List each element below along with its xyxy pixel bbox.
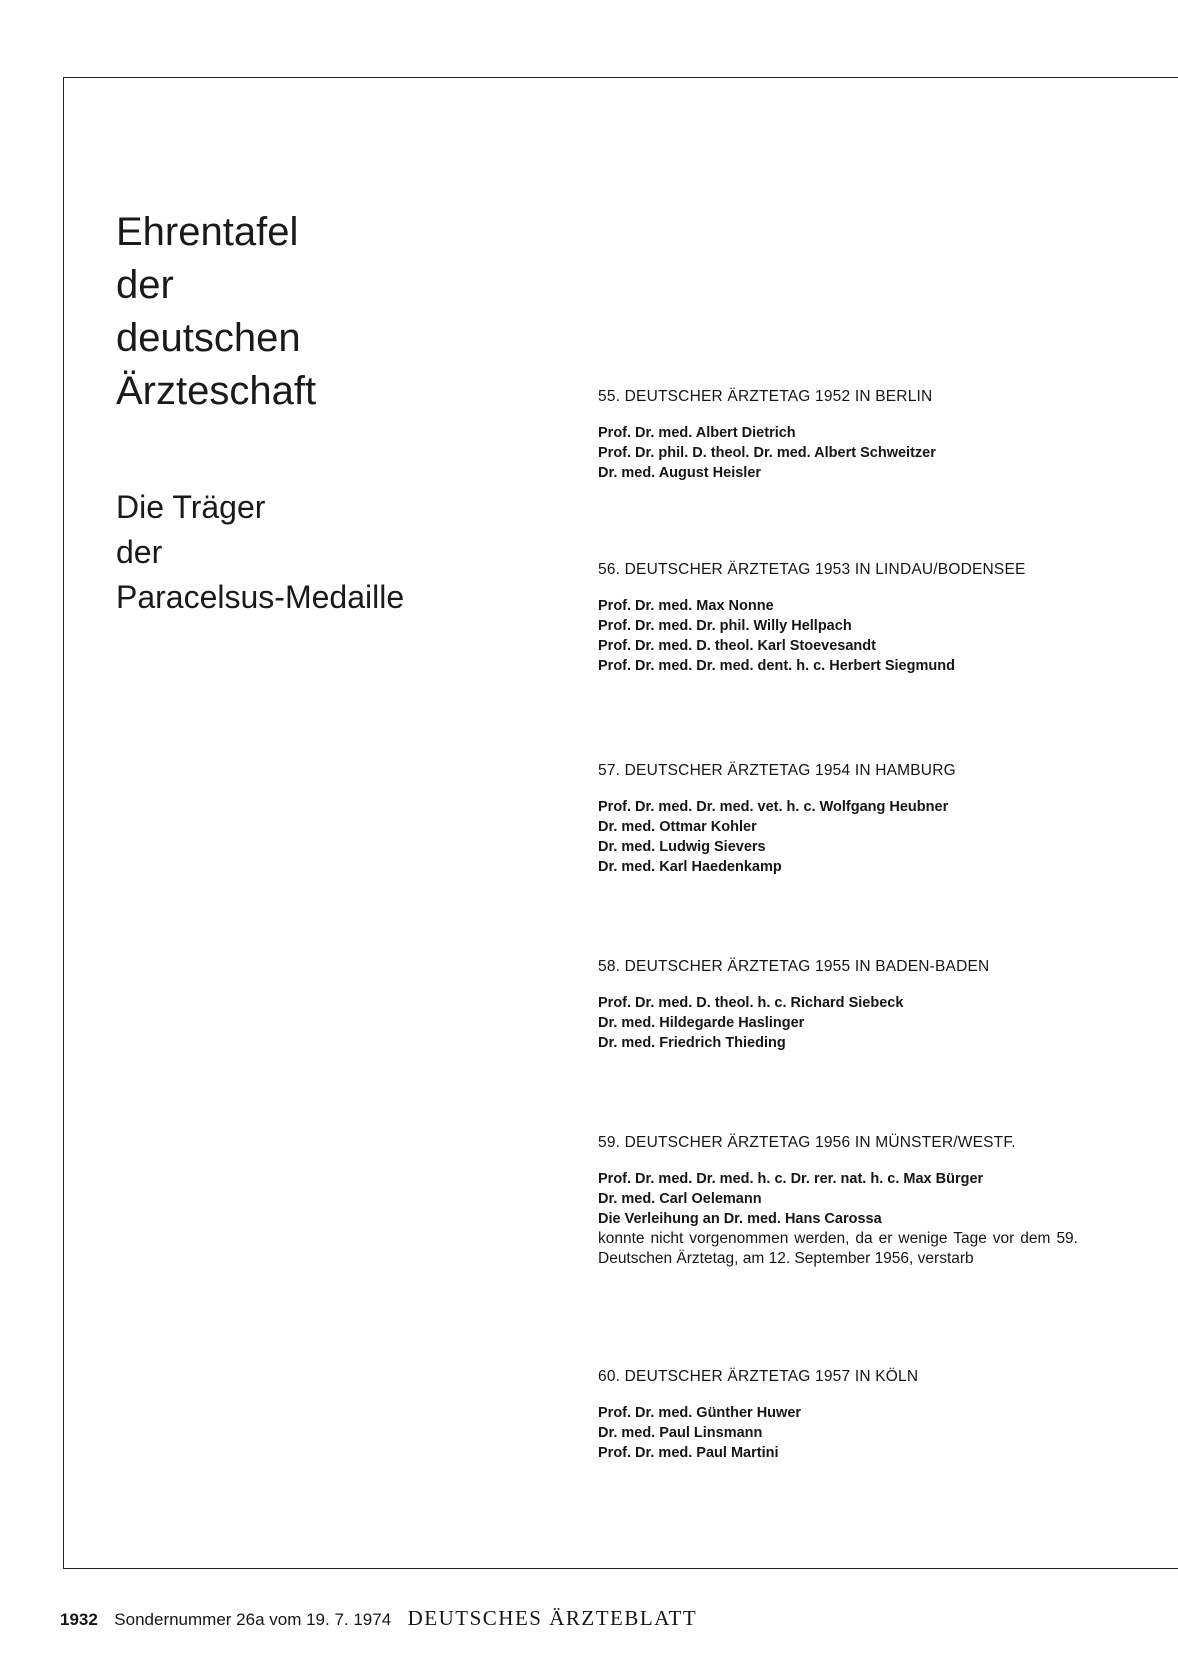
section-heading: 59. DEUTSCHER ÄRZTETAG 1956 IN MÜNSTER/WESTF. — [598, 1134, 1016, 1151]
medal-recipients-list — [598, 797, 1098, 877]
recipient-name: Dr. med. Carl Oelemann — [598, 1191, 762, 1207]
medal-recipients-list — [598, 423, 1098, 483]
recipient-name: Prof. Dr. med. Dr. phil. Willy Hellpach — [598, 618, 852, 634]
page-footer — [60, 1606, 697, 1631]
page-title — [116, 206, 316, 418]
recipient-name: Dr. med. Hildegarde Haslinger — [598, 1015, 805, 1031]
section-aerztetag-59 — [598, 1133, 1098, 1269]
medal-recipients-list — [598, 1169, 1098, 1229]
recipient-name: Prof. Dr. med. Max Nonne — [598, 598, 774, 614]
section-aerztetag-55 — [598, 387, 1098, 483]
section-aerztetag-56 — [598, 560, 1098, 676]
subtitle-line: Die Träger — [116, 489, 266, 525]
section-note: konnte nicht vorgenommen werden, da er wenige Tage vor dem 59. Deutschen Ärztetag, am 12. September 1956, verstarb — [598, 1230, 1078, 1267]
section-heading: 55. DEUTSCHER ÄRZTETAG 1952 IN BERLIN — [598, 388, 933, 405]
section-aerztetag-58 — [598, 957, 1098, 1053]
recipient-name: Prof. Dr. med. Dr. med. vet. h. c. Wolfgang Heubner — [598, 799, 949, 815]
section-aerztetag-57 — [598, 761, 1098, 877]
recipient-name: Prof. Dr. med. Paul Martini — [598, 1445, 779, 1461]
recipient-name: Dr. med. Friedrich Thieding — [598, 1035, 786, 1051]
title-line: deutschen — [116, 316, 301, 360]
recipient-name: Dr. med. Paul Linsmann — [598, 1425, 763, 1441]
title-line: Ehrentafel — [116, 210, 299, 254]
title-line: Ärzteschaft — [116, 369, 317, 413]
recipient-name: Prof. Dr. med. Günther Huwer — [598, 1405, 802, 1421]
recipient-name: Dr. med. Karl Haedenkamp — [598, 859, 782, 875]
title-line: der — [116, 263, 174, 307]
recipient-name: Die Verleihung an Dr. med. Hans Carossa — [598, 1211, 882, 1227]
section-heading: 57. DEUTSCHER ÄRZTETAG 1954 IN HAMBURG — [598, 762, 956, 779]
page-subtitle — [116, 485, 404, 620]
section-heading: 56. DEUTSCHER ÄRZTETAG 1953 IN LINDAU/BODENSEE — [598, 561, 1026, 578]
recipient-name: Prof. Dr. med. Dr. med. dent. h. c. Herbert Siegmund — [598, 658, 955, 674]
medal-recipients-list — [598, 1403, 1098, 1463]
issue-info: Sondernummer 26a vom 19. 7. 1974 — [114, 1610, 392, 1629]
medal-recipients-list — [598, 596, 1098, 676]
recipient-name: Prof. Dr. med. Albert Dietrich — [598, 425, 796, 441]
subtitle-line: Paracelsus-Medaille — [116, 579, 405, 615]
recipient-name: Dr. med. Ottmar Kohler — [598, 819, 757, 835]
section-aerztetag-60 — [598, 1367, 1098, 1463]
recipient-name: Prof. Dr. med. D. theol. h. c. Richard Siebeck — [598, 995, 904, 1011]
page-number: 1932 — [60, 1610, 98, 1629]
recipient-name: Dr. med. Ludwig Sievers — [598, 839, 766, 855]
subtitle-line: der — [116, 534, 163, 570]
recipient-name: Dr. med. August Heisler — [598, 465, 762, 481]
section-heading: 60. DEUTSCHER ÄRZTETAG 1957 IN KÖLN — [598, 1368, 919, 1385]
recipient-name: Prof. Dr. med. Dr. med. h. c. Dr. rer. nat. h. c. Max Bürger — [598, 1171, 984, 1187]
journal-name: DEUTSCHES ÄRZTEBLATT — [407, 1606, 698, 1630]
section-heading: 58. DEUTSCHER ÄRZTETAG 1955 IN BADEN-BADEN — [598, 958, 990, 975]
recipient-name: Prof. Dr. phil. D. theol. Dr. med. Albert Schweitzer — [598, 445, 936, 461]
medal-recipients-list — [598, 993, 1098, 1053]
recipient-name: Prof. Dr. med. D. theol. Karl Stoevesandt — [598, 638, 876, 654]
